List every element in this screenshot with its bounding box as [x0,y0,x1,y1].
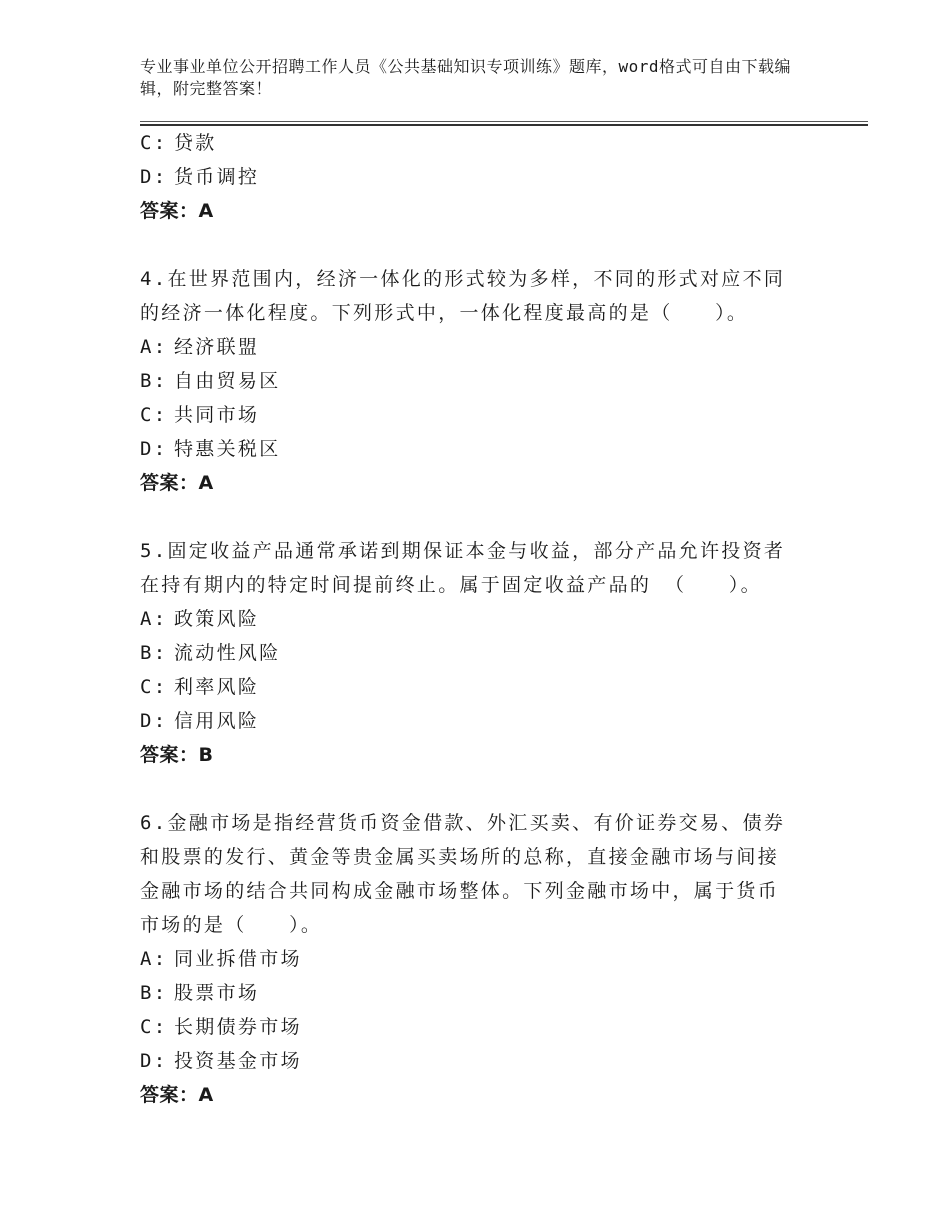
question-text-line: 5.固定收益产品通常承诺到期保证本金与收益，部分产品允许投资者 [140,540,786,562]
option-c: C: 长期债券市场 [140,1016,302,1038]
option-d: D: 信用风险 [140,710,260,732]
option-d: D: 货币调控 [140,166,260,188]
question-4 [140,262,800,500]
option-a: A: 同业拆借市场 [140,948,302,970]
question-5 [140,534,800,772]
question-text-line: 和股票的发行、黄金等贵金属买卖场所的总称，直接金融市场与间接 [140,846,780,868]
option-c: C: 利率风险 [140,676,260,698]
question-3-continuation [140,126,800,228]
document-body [140,126,800,1112]
question-6 [140,806,800,1112]
page-header [140,56,800,100]
option-c: C: 贷款 [140,132,217,154]
answer-line: 答案：B [140,744,214,766]
header-text: 专业事业单位公开招聘工作人员《公共基础知识专项训练》题库，word格式可自由下载编辑，附完整答案！ [140,57,792,98]
option-a: A: 政策风险 [140,608,260,630]
option-c: C: 共同市场 [140,404,260,426]
option-b: B: 自由贸易区 [140,370,281,392]
option-b: B: 股票市场 [140,982,260,1004]
option-b: B: 流动性风险 [140,642,281,664]
question-text-line: 在持有期内的特定时间提前终止。属于固定收益产品的 （ ）。 [140,574,762,596]
question-text-line: 的经济一体化程度。下列形式中，一体化程度最高的是（ ）。 [140,302,749,324]
option-d: D: 特惠关税区 [140,438,281,460]
answer-line: 答案：A [140,1084,214,1106]
question-text-line: 4.在世界范围内，经济一体化的形式较为多样，不同的形式对应不同 [140,268,786,290]
option-d: D: 投资基金市场 [140,1050,302,1072]
question-text-line: 市场的是（ ）。 [140,914,323,936]
question-text-line: 6.金融市场是指经营货币资金借款、外汇买卖、有价证券交易、债券 [140,812,786,834]
answer-line: 答案：A [140,472,214,494]
option-a: A: 经济联盟 [140,336,260,358]
question-text-line: 金融市场的结合共同构成金融市场整体。下列金融市场中，属于货币 [140,880,780,902]
answer-line: 答案：A [140,200,214,222]
